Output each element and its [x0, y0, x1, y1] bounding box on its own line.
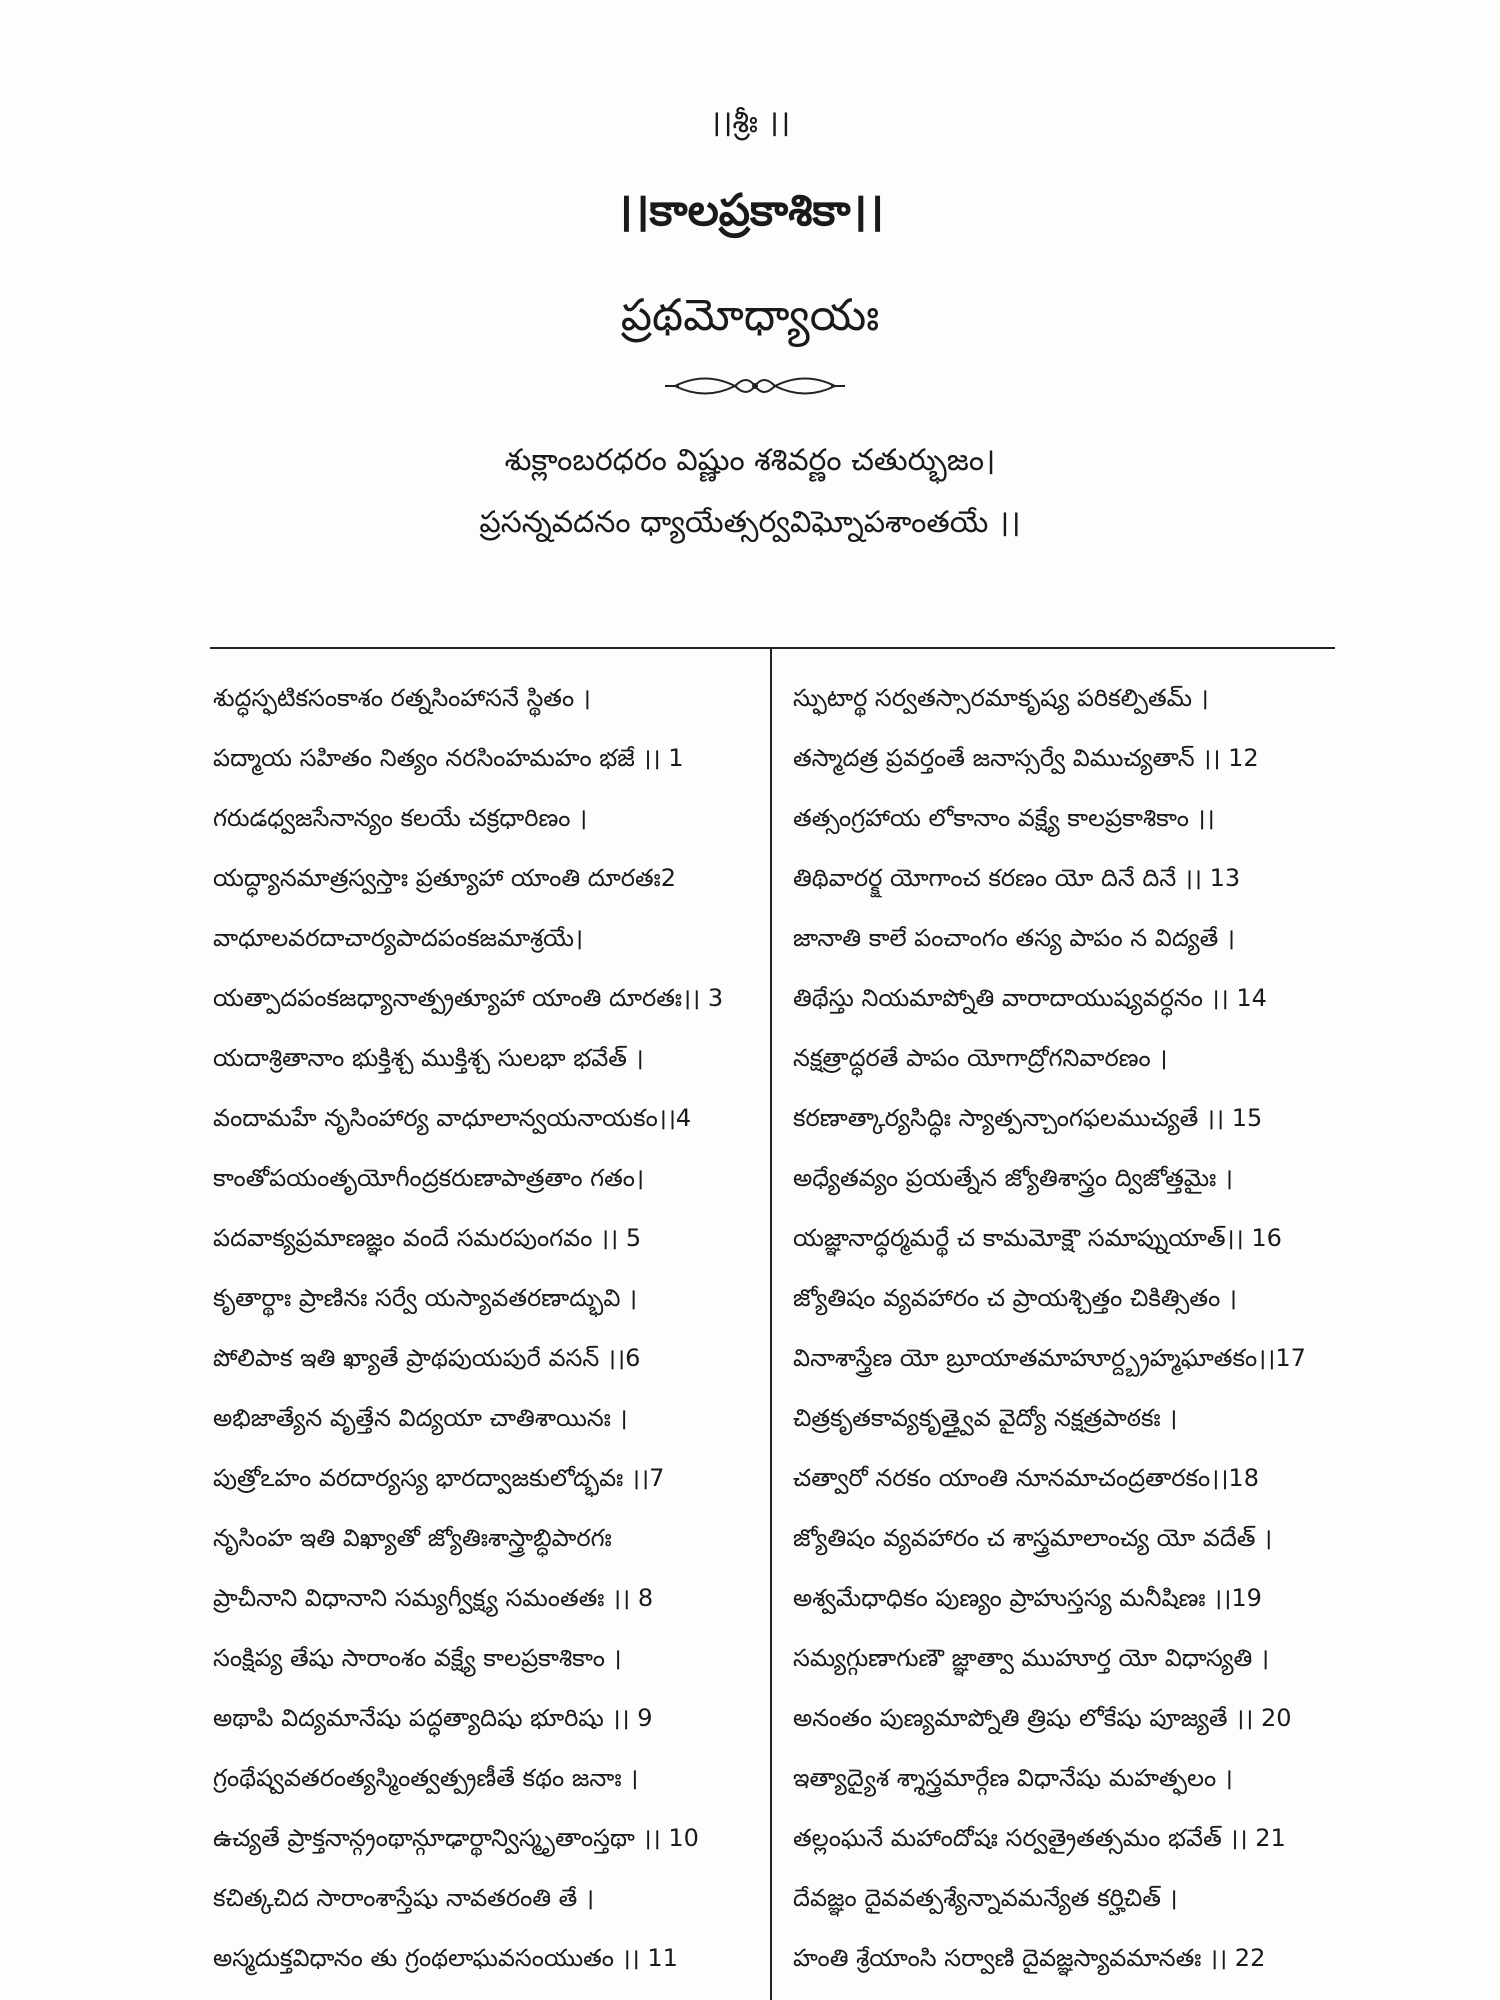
invocation-verse-line-2: ప్రసన్నవదనం ధ్యాయేత్సర్వవిఘ్నోపశాంతయే ।। — [479, 505, 1021, 540]
horizontal-rule — [210, 647, 1335, 649]
verse-line: పద్మాయ సహితం నిత్యం నరసింహమహం భజే ।। 1 — [213, 744, 684, 772]
verse-line: ప్రాచీనాని విధానాని సమ్యగ్వీక్ష్య సమంతతః ।। 8 — [213, 1584, 654, 1612]
book-title: ।।కాలప్రకాశికా।। — [616, 185, 884, 236]
verse-line: అథాపి విద్యమానేషు పద్ధత్యాదిషు భూరిషు ।। 9 — [213, 1704, 653, 1732]
verse-line: తస్మాదత్ర ప్రవర్తంతే జనాస్సర్వే విముచ్యతాన్ ।। 12 — [793, 744, 1259, 772]
verse-line: అభిజాత్యేన వృత్తేన విద్యయా చాతిశాయినః । — [213, 1404, 628, 1432]
verse-line: దేవజ్ఞం దైవవత్పశ్యేన్నావమన్యేత కర్హిచిత్ । — [793, 1884, 1178, 1912]
verse-line: యద్ధ్యానమాత్రస్వస్తాః ప్రత్యూహా యాంతి దూరతః2 — [213, 864, 677, 892]
column-divider — [770, 648, 772, 2000]
floral-divider-icon — [665, 368, 845, 404]
verse-line: సంక్షిప్య తేషు సారాంశం వక్ష్యే కాలప్రకాశికాం । — [213, 1644, 622, 1672]
verse-line: యత్పాదపంకజధ్యానాత్ప్రత్యూహా యాంతి దూరతః।। 3 — [213, 984, 724, 1012]
right-column — [793, 668, 1333, 1988]
verse-line: గ్రంథేష్వవతరంత్యస్మింత్వత్ప్రణీతే కథం జనాః । — [213, 1764, 639, 1792]
chapter-heading: ప్రథమోధ్యాయః — [620, 290, 880, 341]
invocation-sri: ।।శ్రీః ।। — [709, 105, 791, 140]
verse-line: కచిత్కచిద సారాంశాస్తేషు నావతరంతి తే । — [213, 1884, 595, 1912]
verse-line: చత్వారో నరకం యాంతి నూనమాచంద్రతారకం।।18 — [793, 1464, 1259, 1492]
verse-line: పదవాక్యప్రమాణజ్ఞం వందే సమరపుంగవం ।। 5 — [213, 1224, 642, 1252]
verse-line: జ్యోతిషం వ్యవహారం చ శాస్త్రమాలాంచ్య యో వదేత్ । — [793, 1524, 1273, 1552]
verse-line: సమ్యగ్గుణాగుణౌ జ్ఞాత్వా ముహూర్త యో విధాస్యతి । — [793, 1644, 1270, 1672]
verse-line: కృతార్థాః ప్రాణినః సర్వే యస్యావతరణాద్భువి । — [213, 1284, 638, 1312]
verse-line: హంతి శ్రేయాంసి సర్వాణి దైవజ్ఞస్యావమానతః ।। 22 — [793, 1944, 1266, 1972]
verse-line: ఉచ్యతే ప్రాక్తనాన్గ్రంథాన్గూఢార్థాన్విస్మృతాంస్తథా ।। 10 — [213, 1824, 699, 1852]
verse-line: తత్సంగ్రహాయ లోకానాం వక్ష్యే కాలప్రకాశికాం ।। — [793, 804, 1215, 832]
verse-line: ఇత్యాద్యైశ శ్శాస్త్రమార్గేణ విధానేషు మహత్ఫలం । — [793, 1764, 1233, 1792]
verse-line: తిథేస్తు నియమాప్నోతి వారాదాయుష్యవర్ధనం ।। 14 — [793, 984, 1267, 1012]
verse-line: అధ్యేతవ్యం ప్రయత్నేన జ్యోతిశాస్త్రం ద్విజోత్తమైః । — [793, 1164, 1234, 1192]
verse-line: జ్యోతిషం వ్యవహారం చ ప్రాయశ్చిత్తం చికిత్సితం । — [793, 1284, 1237, 1312]
verse-line: పుత్రోఽహం వరదార్యస్య భారద్వాజకులోద్భవః ।।7 — [213, 1464, 665, 1492]
verse-line: స్ఫుటార్థ సర్వతస్సారమాకృష్య పరికల్పితమ్ । — [793, 684, 1209, 712]
verse-line: గరుడధ్వజసేనాన్యం కలయే చక్రధారిణం । — [213, 804, 588, 832]
verse-line: చిత్రకృతకావ్యకృత్త్వైవ వైద్యో నక్షత్రపాఠకః । — [793, 1404, 1178, 1432]
verse-line: తిథివారర్క్ష యోగాంచ కరణం యో దినే దినే ।। 13 — [793, 864, 1241, 892]
invocation-verse-line-1: శుక్లాంబరధరం విష్ణుం శశివర్ణం చతుర్భుజం। — [504, 443, 996, 478]
verse-line: యజ్ఞానాద్ధర్మమర్థే చ కామమోక్షౌ సమాప్నుయాత్।। 16 — [793, 1224, 1282, 1252]
verse-line: శుద్ధస్ఫటికసంకాశం రత్నసింహాసనే స్థితం । — [213, 684, 591, 712]
verse-line: వాధూలవరదాచార్యపాదపంకజమాశ్రయే। — [213, 924, 584, 952]
left-column — [213, 668, 753, 1988]
verse-line: అస్మదుక్తవిధానం తు గ్రంథలాఘవసంయుతం ।। 11 — [213, 1944, 678, 1972]
verse-line: నక్షత్రాద్ధరతే పాపం యోగాద్రోగనివారణం । — [793, 1044, 1168, 1072]
verse-line: వినాశాస్త్రేణ యో బ్రూయాతమాహూర్ద్బ్రహ్మఘాతకం।।17 — [793, 1344, 1306, 1372]
verse-line: తల్లంఘనే మహాందోషః సర్వత్రైతత్సమం భవేత్ ।। 21 — [793, 1824, 1286, 1852]
verse-line: అనంతం పుణ్యమాప్నోతి త్రిషు లోకేషు పూజ్యతే ।। 20 — [793, 1704, 1292, 1732]
verse-line: కాంతోపయంతృయోగీంద్రకరుణాపాత్రతాం గతం। — [213, 1164, 645, 1192]
verse-line: అశ్వమేధాధికం పుణ్యం ప్రాహుస్తస్య మనీషిణః ।।19 — [793, 1584, 1262, 1612]
verse-line: వందామహే నృసింహార్య వాధూలాన్వయనాయకం।।4 — [213, 1104, 692, 1132]
verse-line: పోలిపాక ఇతి ఖ్యాతే ప్రాథపుయపురే వసన్ ।।6 — [213, 1344, 641, 1372]
verse-line: నృసింహ ఇతి విఖ్యాతో జ్యోతిఃశాస్త్రాబ్ధిపారగః — [213, 1524, 612, 1552]
verse-line: యదాశ్రితానాం భుక్తిశ్చ ముక్తిశ్చ సులభా భవేత్ । — [213, 1044, 644, 1072]
verse-line: జానాతి కాలే పంచాంగం తస్య పాపం న విద్యతే । — [793, 924, 1235, 952]
verse-line: కరణాత్కార్యసిద్ధిః స్యాత్పన్చాంగఫలముచ్యతే ।। 15 — [793, 1104, 1263, 1132]
